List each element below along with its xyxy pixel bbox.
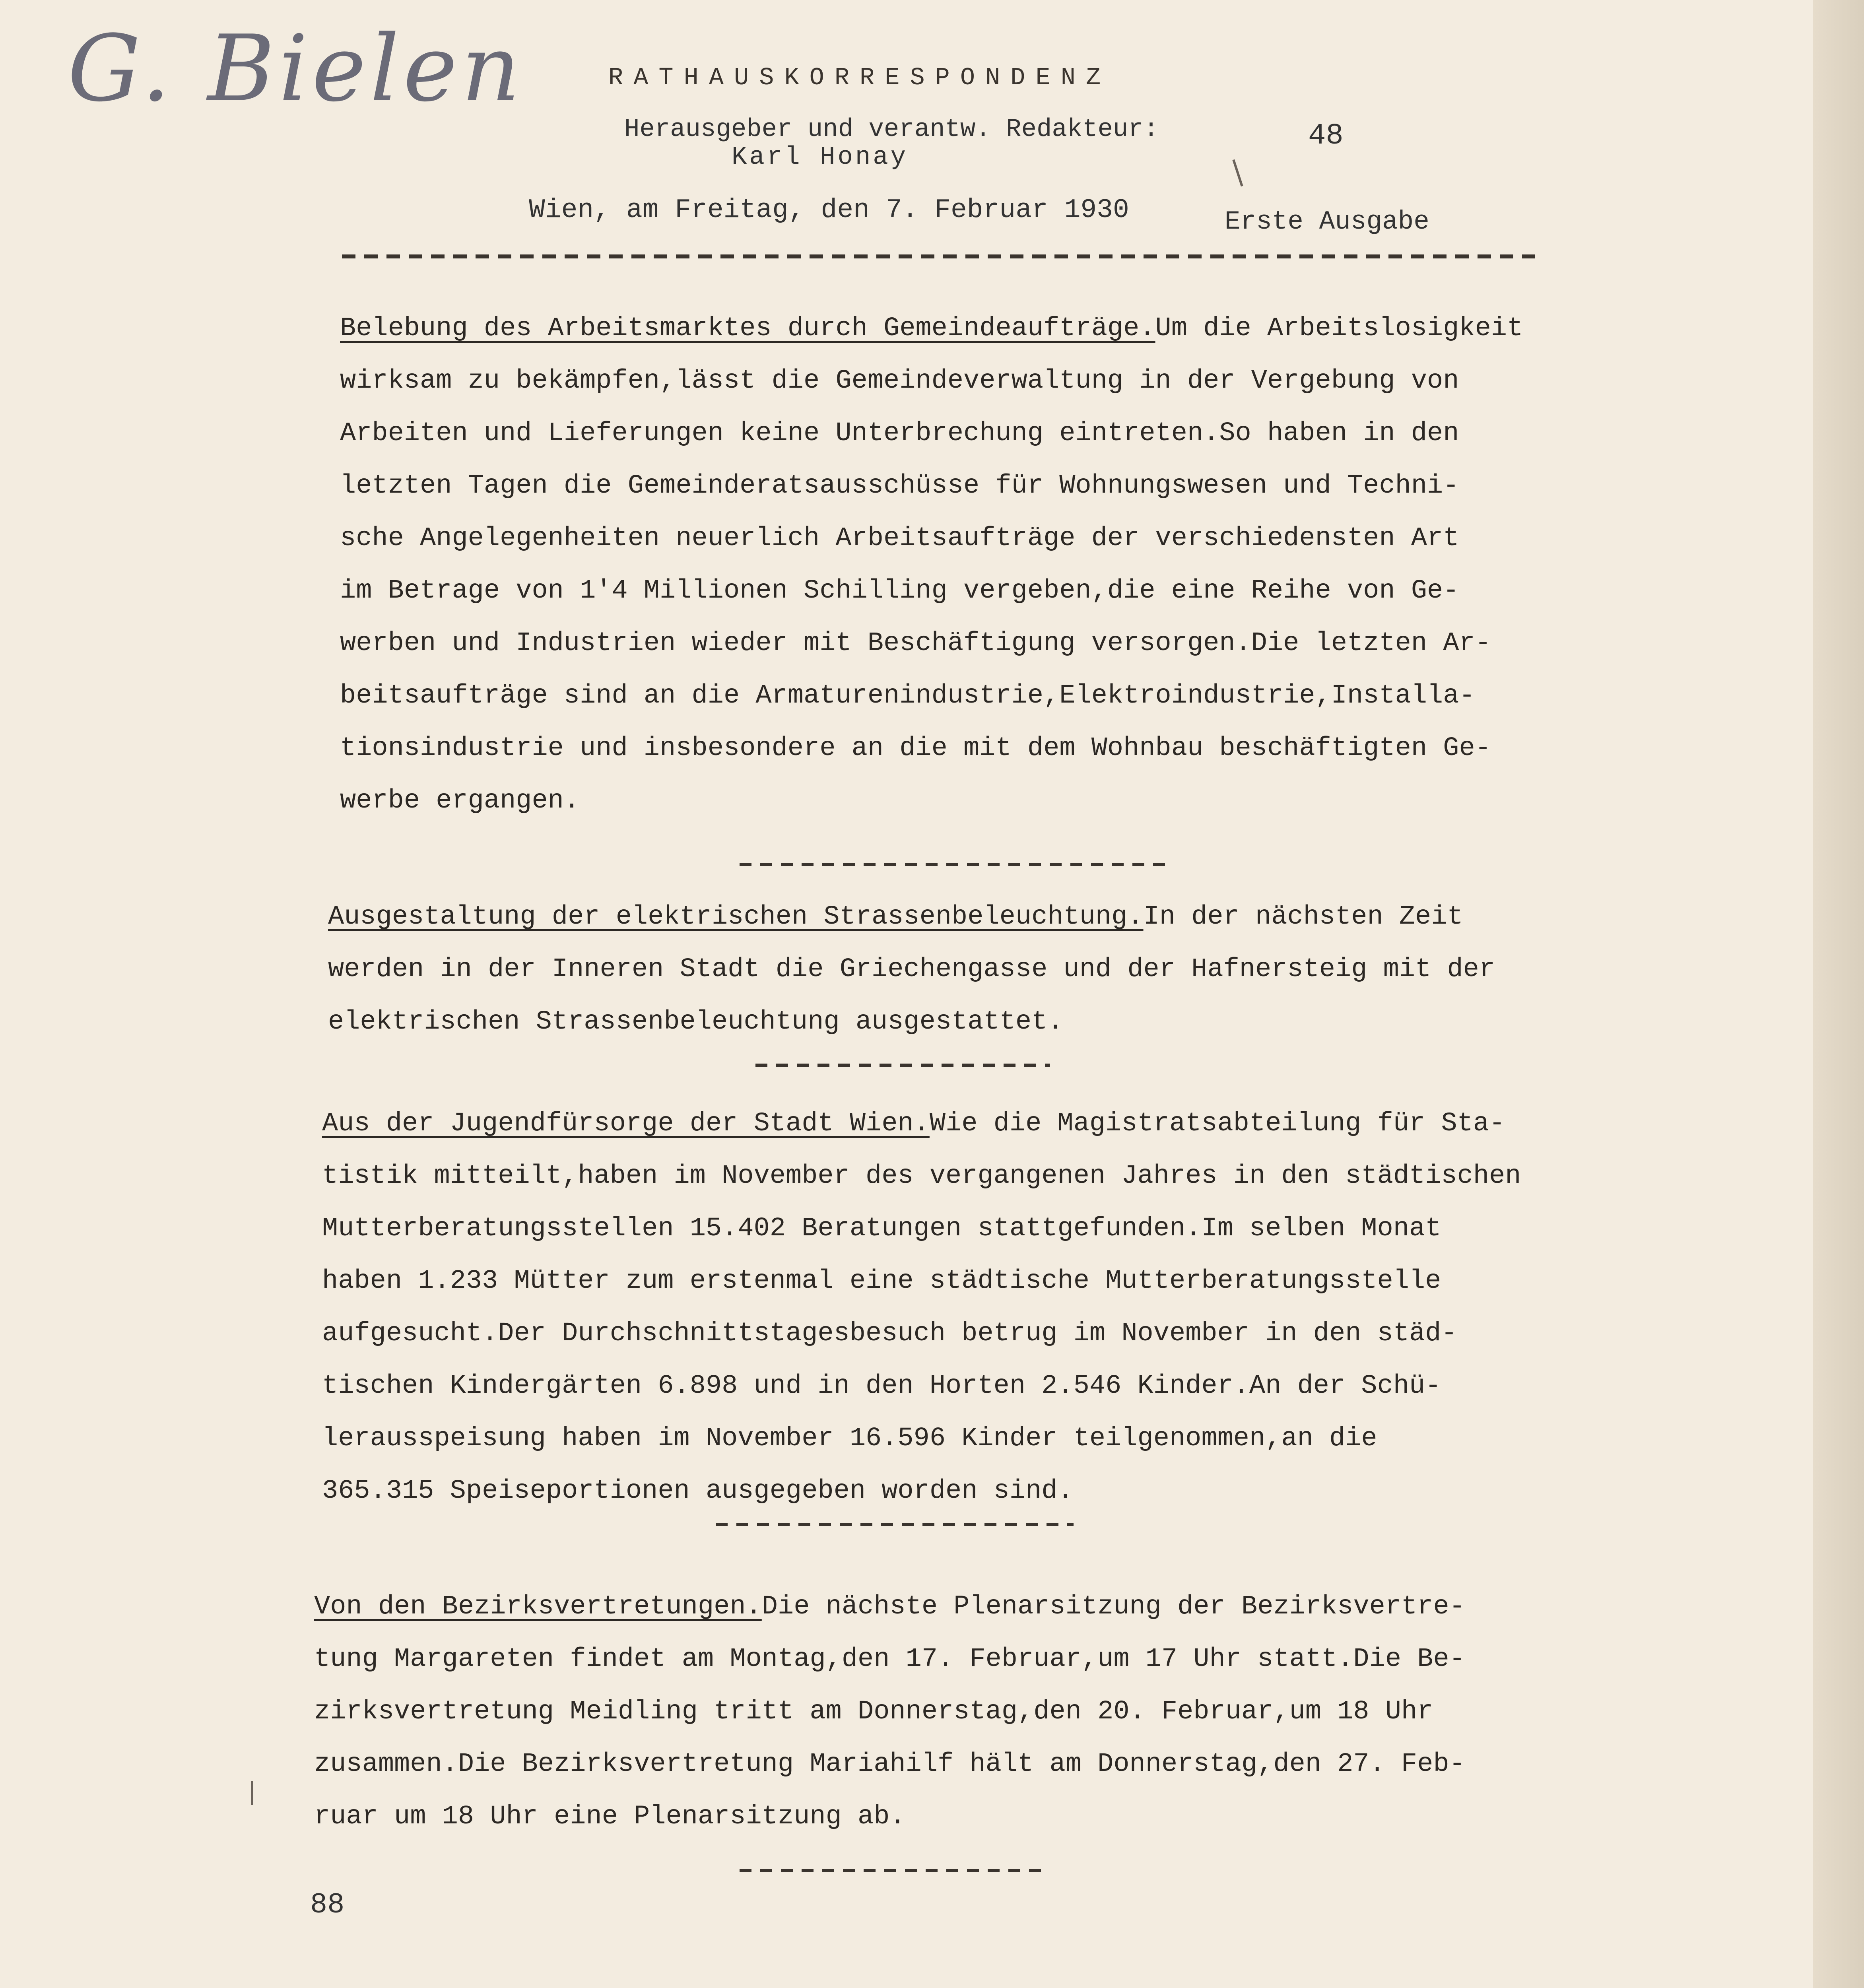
article-line: ruar um 18 Uhr eine Plenarsitzung ab. [314,1802,906,1832]
dateline: Wien, am Freitag, den 7. Februar 1930 [529,195,1129,225]
section-separator [755,1064,1050,1067]
article-line: Wie die Magistratsabteilung für Sta- [929,1109,1505,1139]
article-line: werbe ergangen. [340,786,580,816]
article-line: wirksam zu bekämpfen,lässt die Gemeindeverwaltung in der Vergebung von [340,366,1459,396]
article-title: Von den Bezirksvertretungen. [314,1592,762,1622]
article-line: haben 1.233 Mütter zum erstenmal eine städtische Mutterberatungsstelle [322,1266,1441,1296]
margin-mark [251,1781,253,1805]
article-line: elektrischen Strassenbeleuchtung ausgestattet. [328,1007,1064,1037]
page-number: 48 [1308,119,1344,153]
article-line: zusammen.Die Bezirksvertretung Mariahilf hält am Donnerstag,den 27. Feb- [314,1749,1465,1779]
article-line: beitsaufträge sind an die Armaturenindustrie,Elektroindustrie,Installa- [340,681,1475,711]
article-line: Um die Arbeitslosigkeit [1155,313,1523,344]
article-line: letzten Tagen die Gemeinderatsausschüsse für Wohnungswesen und Techni- [340,471,1459,501]
article-line: im Betrage von 1'4 Millionen Schilling vergeben,die eine Reihe von Ge- [340,576,1459,606]
article-line: tionsindustrie und insbesondere an die mit dem Wohnbau beschäftigten Ge- [340,733,1491,763]
handwritten-note: G. Bielen [68,16,524,122]
article-line: zirksvertretung Meidling tritt am Donnerstag,den 20. Februar,um 18 Uhr [314,1697,1433,1727]
editor-line-1: Herausgeber und verantw. Redakteur: [624,115,1159,144]
article-line: In der nächsten Zeit [1143,902,1463,932]
masthead: RATHAUSKORRESPONDENZ [608,64,1111,92]
article-line: lerausspeisung haben im November 16.596 Kinder teilgenommen,an die [322,1423,1377,1454]
article-line: tistik mitteilt,haben im November des vergangenen Jahres in den städtischen [322,1161,1521,1191]
footer-number: 88 [310,1889,345,1921]
edition-label: Erste Ausgabe [1225,207,1429,237]
article-line: Arbeiten und Lieferungen keine Unterbrechung eintreten.So haben in den [340,418,1459,448]
article-bezirksvertretungen [314,1580,1465,1843]
article-title: Aus der Jugendfürsorge der Stadt Wien. [322,1109,930,1139]
section-separator [716,1523,1074,1526]
article-title: Ausgestaltung der elektrischen Strassenbeleuchtung. [328,902,1144,932]
article-line: 365.315 Speiseportionen ausgegeben worden sind. [322,1476,1074,1506]
header-divider [342,254,1535,258]
article-line: aufgesucht.Der Durchschnittstagesbesuch betrug im November in den städ- [322,1318,1457,1349]
section-separator [740,863,1169,866]
article-jugendfuersorge [322,1097,1521,1517]
article-strassenbeleuchtung [328,891,1495,1048]
article-line: tischen Kindergärten 6.898 und in den Horten 2.546 Kinder.An der Schü- [322,1371,1441,1401]
editor-line-2: Karl Honay [732,143,909,172]
article-line: Die nächste Plenarsitzung der Bezirksvertre- [761,1592,1465,1622]
article-line: werden in der Inneren Stadt die Griechengasse und der Hafnersteig mit der [328,954,1495,984]
binding-edge [1813,0,1864,1988]
article-line: sche Angelegenheiten neuerlich Arbeitsaufträge der verschiedensten Art [340,523,1459,553]
section-separator [740,1869,1050,1872]
article-line: tung Margareten findet am Montag,den 17. Februar,um 17 Uhr statt.Die Be- [314,1644,1465,1674]
article-arbeitsmarkt [340,302,1523,827]
article-title: Belebung des Arbeitsmarktes durch Gemeindeaufträge. [340,313,1155,344]
article-line: werben und Industrien wieder mit Beschäftigung versorgen.Die letzten Ar- [340,628,1491,658]
article-line: Mutterberatungsstellen 15.402 Beratungen stattgefunden.Im selben Monat [322,1213,1441,1244]
